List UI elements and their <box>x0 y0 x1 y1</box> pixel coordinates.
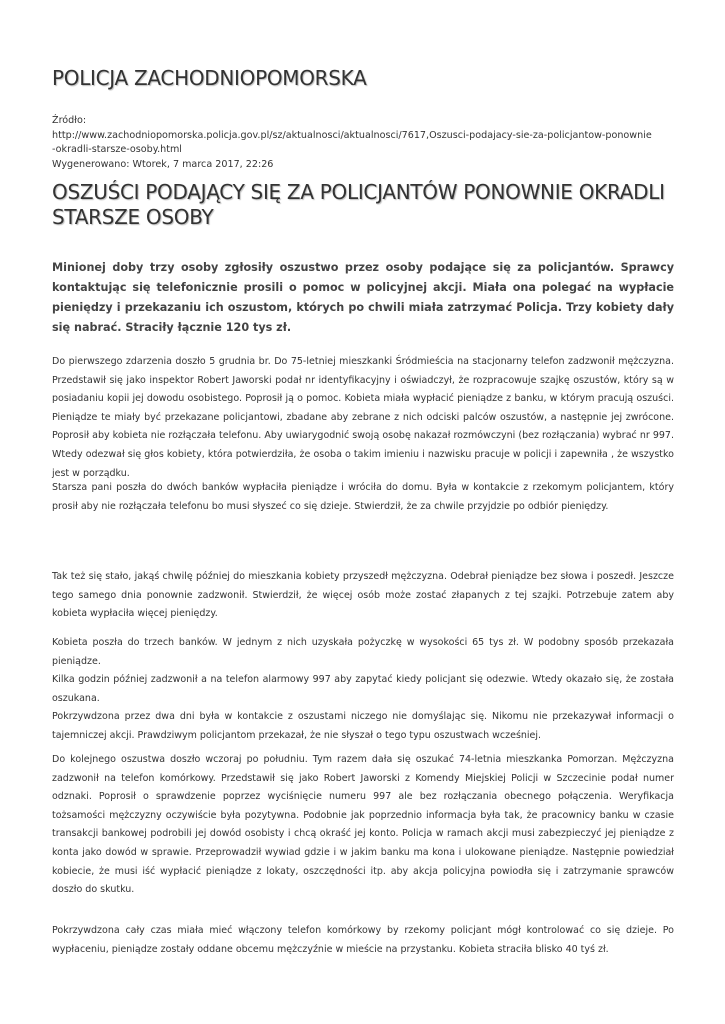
source-label: Źródło: <box>52 115 87 126</box>
article-paragraph-3: Tak też się stało, jakąś chwilę później do mieszkania kobiety przyszedł mężczyzna. Odebrał pieniądze bez słowa i poszedł. Jeszcze tego samego dnia ponownie zadzwonił. Stwierdził, że więcej osób może zostać złapanych z tej szajki. Potrzebuje zatem aby kobieta wypłaciła więcej pieniędzy. <box>52 571 674 620</box>
article-paragraph-4-line-b: Kilka godzin później zadzwonił a na telefon alarmowy 997 aby zapytać kiedy policjant się odezwie. Wtedy okazało się, że została oszukana. <box>52 674 674 704</box>
article-lead: Minionej doby trzy osoby zgłosiły oszustwo przez osoby podające się za policjantów. Sprawcy kontaktując się telefonicznie prosili o pomoc w policyjnej akcji. Miała ona polegać na wypłacie pieniędzy i przekazaniu ich oszustom, których po chwili miała zatrzymać Policja. Trzy kobiety dały się nabrać. Straciły łącznie 120 tys zł. <box>52 261 674 334</box>
site-name: POLICJA ZACHODNIOPOMORSKA <box>52 66 367 90</box>
article-paragraph-1: Do pierwszego zdarzenia doszło 5 grudnia br. Do 75-letniej mieszkanki Śródmieścia na stacjonarny telefon zadzwonił mężczyzna. Przedstawił się jako inspektor Robert Jaworski podał nr identyfikacyjny i oświadczył, że rozpracowuje szajkę oszustów, który są w posiadaniu kopii jej dowodu osobistego. Poprosił ją o pomoc. Kobieta miała wypłacić pieniądze z banku, w którym pracują oszuści. Pieniądze te miały być przekazane policjantowi, zbadane aby zebrane z nich odciski palców oszustów, a następnie jej zwrócone. Poprosił aby kobieta nie rozłączała telefonu. Aby uwiarygodnić swoją osobę nakazał rozmówczyni (bez rozłączania) wybrać nr 997. Wtedy odezwał się głos kobiety, która potwierdziła, że osoba o takim imieniu i nazwisku pracuje w policji i zapewniła , że wszystko jest w porządku. <box>52 356 674 479</box>
article-paragraph-5: Do kolejnego oszustwa doszło wczoraj po południu. Tym razem dała się oszukać 74-letnia mieszkanka Pomorzan. Mężczyzna zadzwonił na telefon komórkowy. Przedstawił się jako Robert Jaworski z Komendy Miejskiej Policji w Szczecinie podał numer odznaki. Poprosił o sprawdzenie poprzez wyciśnięcie numeru 997 ale bez rozłączania obecnego połączenia. Weryfikacja tożsamości mężczyzny oczywiście była pozytywna. Podobnie jak poprzednio informacja była tak, że pracownicy banku w czasie transakcji bankowej podrobili jej dowód osobisty i chcą okraść jej konto. Policja w ramach akcji musi zabezpieczyć jej pieniądze z konta jako dowód w sprawie. Przeprowadził wywiad gdzie i w jakim banku ma kona i ulokowane pieniądze. Następnie powiedział kobiecie, że musi iść wypłacić pieniądze z lokaty, oszczędności itp. aby akcja policyjna powiodła się i zatrzymanie sprawców doszło do skutku. <box>52 754 674 896</box>
generated-date: Wygenerowano: Wtorek, 7 marca 2017, 22:26 <box>52 158 274 170</box>
source-url-line-1: http://www.zachodniopomorska.policja.gov.pl/sz/aktualnosci/aktualnosci/7617,Oszusci-podajacy-sie-za-policjantow-ponownie <box>52 129 652 141</box>
article-paragraph-2: Starsza pani poszła do dwóch banków wypłaciła pieniądze i wróciła do domu. Była w kontakcie z rzekomym policjantem, który prosił aby nie rozłączała telefonu bo musi słyszeć co się dzieje. Stwierdził, że za chwile przyjdzie po odbiór pieniędzy. <box>52 482 674 512</box>
article-paragraph-4-line-a: Kobieta poszła do trzech banków. W jednym z nich uzyskała pożyczkę w wysokości 65 tys zł. W podobny sposób przekazała pieniądze. <box>52 637 674 667</box>
source-url-line-2: -okradli-starsze-osoby.html <box>52 144 182 155</box>
source-metadata <box>52 114 674 172</box>
article-paragraph-4 <box>52 634 674 746</box>
article-paragraph-4-line-c: Pokrzywdzona przez dwa dni była w kontakcie z oszustami niczego nie domyślając się. Nikomu nie przekazywał informacji o tajemniczej akcji. Prawdziwym policjantom przekazał, że nie słyszał o tego typu oszustwach wcześniej. <box>52 711 674 741</box>
article-title: OSZUŚCI PODAJĄCY SIĘ ZA POLICJANTÓW PONOWNIE OKRADLI STARSZE OSOBY <box>52 180 665 229</box>
article-paragraph-6: Pokrzywdzona cały czas miała mieć włączony telefon komórkowy by rzekomy policjant mógł kontrolować co się dzieje. Po wypłaceniu, pieniądze zostały oddane obcemu mężczyźnie w mieście na przystanku. Kobieta straciła blisko 40 tyś zł. <box>52 925 674 955</box>
